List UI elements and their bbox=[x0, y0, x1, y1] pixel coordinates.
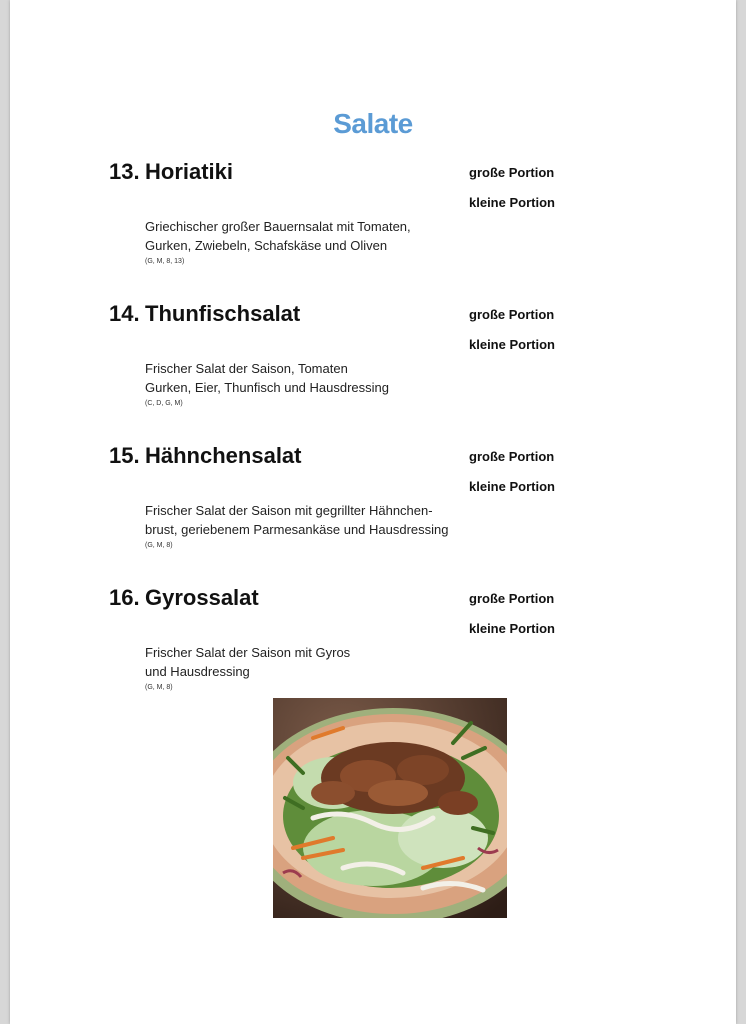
dish-name: Gyrossalat bbox=[145, 585, 259, 610]
dish-description bbox=[145, 643, 475, 693]
dish-number: 15. bbox=[109, 443, 140, 468]
portion-large-label: große Portion bbox=[469, 307, 555, 322]
description-line: Frischer Salat der Saison mit Gyros bbox=[145, 645, 351, 660]
dish-heading bbox=[109, 443, 302, 469]
allergen-codes: (G, M, 8) bbox=[145, 684, 173, 691]
gyros-meat bbox=[368, 780, 428, 806]
portion-small-label: kleine Portion bbox=[469, 479, 555, 494]
dish-name: Hähnchensalat bbox=[145, 443, 302, 468]
description-line: und Hausdressing bbox=[145, 664, 250, 679]
dish-name: Horiatiki bbox=[145, 159, 234, 184]
gyros-salad-photo bbox=[273, 698, 507, 918]
portion-large-label: große Portion bbox=[469, 449, 555, 464]
portion-small-label: kleine Portion bbox=[469, 337, 555, 352]
cabbage-pile bbox=[398, 808, 488, 868]
portion-large-label: große Portion bbox=[469, 165, 555, 180]
gyros-meat bbox=[438, 791, 478, 815]
description-line: brust, geriebenem Parmesankäse und Hausdressing bbox=[145, 522, 449, 537]
portion-small-label: kleine Portion bbox=[469, 195, 555, 210]
description-line: Gurken, Zwiebeln, Schafskäse und Oliven bbox=[145, 238, 388, 253]
dish-name: Thunfischsalat bbox=[145, 301, 301, 326]
gyros-meat bbox=[311, 781, 355, 805]
description-line: Frischer Salat der Saison, Tomaten bbox=[145, 361, 348, 376]
portion-large-label: große Portion bbox=[469, 591, 555, 606]
dish-description bbox=[145, 501, 475, 551]
dish-number: 16. bbox=[109, 585, 140, 610]
dish-heading bbox=[109, 585, 259, 611]
allergen-codes: (G, M, 8, 13) bbox=[145, 258, 185, 265]
dish-number: 14. bbox=[109, 301, 140, 326]
description-line: Gurken, Eier, Thunfisch und Hausdressing bbox=[145, 380, 390, 395]
salad-illustration bbox=[273, 698, 507, 918]
description-line: Griechischer großer Bauernsalat mit Tomaten, bbox=[145, 219, 411, 234]
dish-heading bbox=[109, 301, 300, 327]
allergen-codes: (G, M, 8) bbox=[145, 542, 173, 549]
page-title: Salate bbox=[333, 108, 413, 139]
dish-number: 13. bbox=[109, 159, 140, 184]
dish-description bbox=[145, 359, 475, 409]
allergen-codes: (C, D, G, M) bbox=[145, 400, 183, 407]
dish-heading bbox=[109, 159, 233, 185]
description-line: Frischer Salat der Saison mit gegrillter Hähnchen- bbox=[145, 503, 433, 518]
dish-description bbox=[145, 217, 475, 267]
portion-small-label: kleine Portion bbox=[469, 621, 555, 636]
